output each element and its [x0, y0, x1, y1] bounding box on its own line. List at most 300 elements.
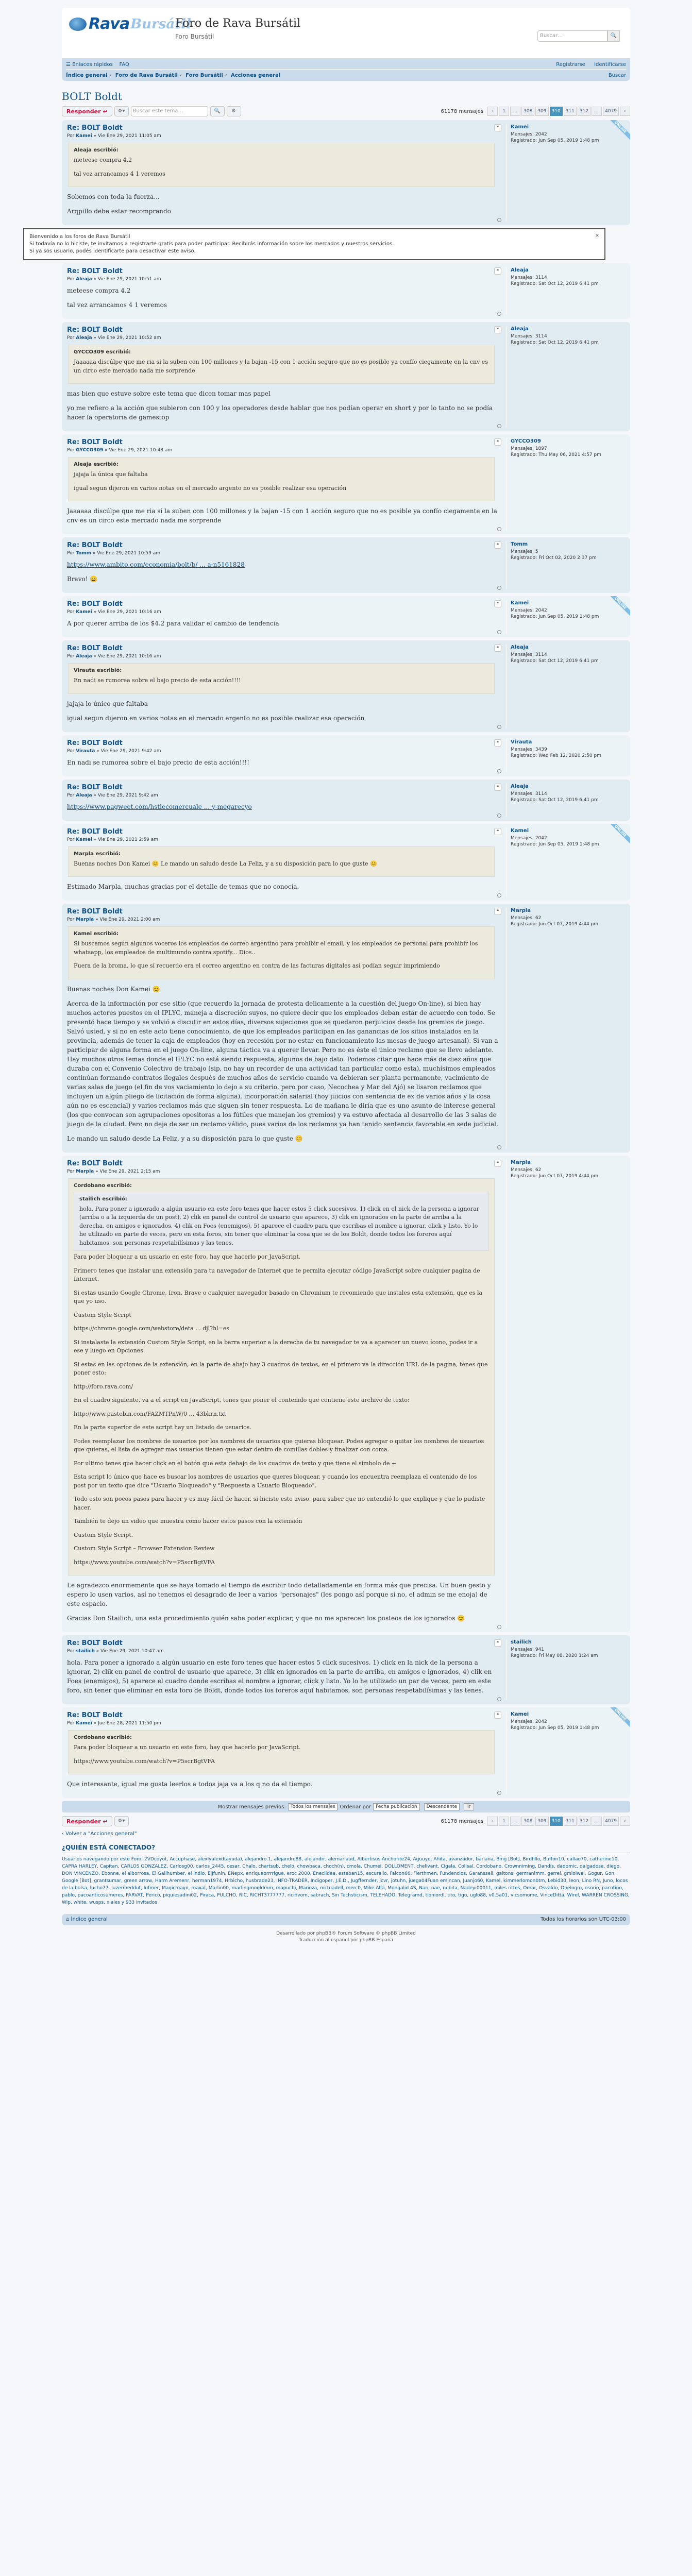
- quote-line: http://foro.rava.com/: [74, 1383, 133, 1390]
- profile-joined: Registrado: Wed Feb 12, 2020 2:50 pm: [511, 753, 601, 758]
- quote-line: Si buscamos según algunos voceros los empleados de correo argentino para prohibir el email, y los empleados de personal para prohibir los whatsapp, los empleados de multimundo contra spotify... Dios..: [74, 940, 478, 956]
- profile-username[interactable]: Marpla: [511, 1159, 531, 1165]
- post-text: Le mando un saludo desde La Feliz, y a su disposición para lo que guste 😊: [67, 1134, 303, 1142]
- profile-post-count: Mensajes: 2042: [511, 835, 547, 841]
- copyright-line-1: Desarrollado por phpBB® Forum Software © phpBB Limited: [276, 1930, 416, 1936]
- forum-post: [62, 824, 630, 901]
- header-search: [537, 30, 620, 42]
- profile-username[interactable]: Kamei: [511, 600, 529, 606]
- page-links: [486, 1817, 630, 1826]
- sort-options: [62, 1801, 630, 1812]
- quote-icon[interactable]: ❝: [494, 1160, 501, 1167]
- post-meta: Por stailich » Vie Ene 29, 2021 10:47 am: [67, 1649, 164, 1654]
- quote-line: Por ultimo tenes que hacer click en el botón que esta debajo de los cuadros de texto y que tiene el símbolo de +: [74, 1460, 397, 1467]
- quote-line: Podes reemplazar los nombres de usuarios por los nombres de usuarios que quieras bloquear. Podes agregar o quitar los nombres de usuarios que quieras, el lista de agregar mas usuarios tienen que estar dentro de comillas dobles y finalizar con coma.: [74, 1437, 484, 1453]
- advanced-search-icon[interactable]: ⚙: [227, 106, 241, 116]
- quote-line: En la parte superior de este script hay un listado de usuarios.: [74, 1424, 251, 1431]
- post-title[interactable]: Re: BOLT Boldt: [67, 438, 123, 446]
- quote-line: Esta script lo único que hace es buscar los nombres de usuarios que queres bloquear, y cuando los encuentra reemplaza el contenido de los post por un texto que dice "Usuario Bloqueado" y "Respuesta a Usuario Bloqueado".: [74, 1473, 477, 1489]
- navbar: [62, 58, 630, 81]
- quote-line: También te dejo un video que muestra como hacer estos pasos con la extensión: [74, 1518, 302, 1524]
- post-date: Vie Ene 29, 2021 10:16 am: [98, 609, 161, 615]
- post-author[interactable]: Aleaja: [76, 335, 92, 341]
- quote-line: Jaaaaaa discúlpe que me ria si la suben con 100 millones y la bajan -15 con 1 acción seguro que no es posible ya confío ciegamente en la cnv es un circo este mercado nada me sorprende: [74, 359, 488, 374]
- post-author[interactable]: Kamei: [76, 609, 92, 615]
- page-link[interactable]: 1: [499, 1817, 509, 1826]
- online-users-list[interactable]: Usuarios navegando por este Foro: 2VDcoyot, Accuphase, alexlyalexd(ayuda), alejandro 1, alejandro88, alejandrr, alemarlaud, Albertisus Anchorite24, Aguuyo, Ahita, avanzador, bariana, Bing [Bot], Birdfillo, Buffon10, callao70, catherine10, CAPRA HARLEY, Capitan, CARLOS GONZALEZ, Carlosg00, carlos_2445, cesar, Chalo, chartsub, chelo, chowbaca, choch(n), cmola, Chumei, DOLLOMENT, chelivant, Cigala, Colisal, Cordobano, Crownniming, Dandis, dadomic, dalgadose, diego, DON VINCENZO, Ebonne, el alborrosa, El Gallhumber, el indio, ElJfunin, ENepx, enriqueorrrrigue, eroc 2000, Eneclidea, esteban15, escurallo, Falcon66, Fierthmen, Fundencios, Garanssell, gaitons, germanimm, gerrei, gmlolwal, Gogur, Gon, Google [Bot], grantsumar, green arrow, Harm Aremenr, herman1974, Hrbicho, husbrade23, INFO-TRADER, Indigoper, J.E.D., Jugffernder, jcvr, jotuhn, juega04Fuan emincan, Juanjo60, Kamel, kimmerlomonbtm, Lebid30, leon, Lino RN, Juno, locos de la bolsa, lucho77, luzermeddut, lufmer, Magicmayn, maxal, Marlin00, marlingmogldmm, mapuchi, Marioza, mctuadell, merc0, Mike Alfa, Mongalid 4S, Nan, nae, nobita, Nadeyi00011, miles rittes, Omar, Osvaldo, Onelogro, osorio, pacotino, pablo, pacoanticosumeres, PARVAT, Perico, piquiesadini02, Piraca, PULCHO, RIC, RICHT3777777, ricinvom, sabrach, Sin Techsticism, TELEHADO, Telegramd, tioniordl, tito, tigo, uglo88, v0.5a01, vicsomome, VinceDitta, Wirel, WARREN CROSSING, Wip, white, wusps, xiales y 933 invitados: [62, 1857, 630, 1905]
- search-icon[interactable]: 🔍: [210, 106, 225, 116]
- who-is-online: [62, 1844, 630, 1907]
- post-top-icon[interactable]: [497, 586, 501, 590]
- forum-post: [62, 1635, 630, 1704]
- post-text: Acerca de la información por ese sitio (que recuerdo la jornada de protesta delicamente a la cuestión del juego On-line), si bien hay muchos actores puestos en el IPLYC, maneja a discreción suyos, no quiere decir que los empleados deban estar de acuerdo con todo. Se presentó hace tiempo y se volvió a discutir en estos días, diversos sujeciones que se quedaron perjuicios desde los gremios de juego. Salvó usted, y si no en este acto tiene conocimiento, de que los empleados participan en las ganancias de los sitios instalados en la provincia, además de tener la caja de empleados (hoy en recesión por no estar en funcionamiento las mesas de juego artesanal). Si van a participar de alguna forma en el juego On-line, alguna táctica va a querer llevar. Pero no es éste el único reclamo que se llevo adelante. Hay muchos otros temas donde el IPLYC no está siendo respuesta, algunos de bajo dato. Podemos citar que hace más de diez años que duraba con el Convenio Colectivo de trabajo (sip, no hay un recorder de una actividad tan particular como esta), muchísimos empleados continúan formando contratos ilegales después de muchos años de servicio cuando va debieran ser planta permanente, vacimiento de varias salas de juego (el fin de vos vaciamiento lo dejo a su criterio, pero por caso, Necochea y Mar del Ajó) se lisaron reclamos que incluyen un algún pliego de licitación de forma alguna), incorporación salarial (hoy juicios con sentencia de ex de varios años y la cosa aún no es escencial) y varios reclamos más que siguen sin tener respuesta. Lo de mañana le diría que es uno asunto de interese general (los que convocan son agrupaciones opositoras a los fútiles que manejan los gremios) y va estuvo afectada al desarrollo de las 3 salas de juego de la ciudad. Pero no deja de ser un reclamo válido, pues varios de los reclamos ya han tenido sentencia favorable en sede judicial.: [67, 999, 498, 1128]
- return-link[interactable]: ‹ Volver a "Acciones general": [62, 1831, 137, 1837]
- post-date: Vie Ene 29, 2021 10:59 am: [97, 551, 160, 556]
- post-top-icon[interactable]: [497, 1145, 501, 1149]
- quote-line: Fuera de la broma, lo que sí recuerdo era el correo argentino en contra de las facturas digitales así podían seguir imprimiendo: [74, 962, 440, 969]
- post-top-icon[interactable]: [497, 725, 501, 729]
- profile-post-count: Mensajes: 2042: [511, 1719, 547, 1724]
- online-badge: ONLINE: [606, 824, 630, 848]
- footer-timezone: Todos los horarios son UTC-03:00: [541, 1917, 626, 1923]
- post-list: [29, 120, 630, 1798]
- online-badge: ONLINE: [606, 1707, 630, 1731]
- order-label: Ordenar por: [340, 1804, 372, 1810]
- show-select[interactable]: Todos los mensajes: [288, 1803, 338, 1810]
- page-link[interactable]: 310: [550, 1817, 563, 1826]
- page-link[interactable]: 309: [535, 107, 548, 116]
- quote-icon[interactable]: ❝: [494, 541, 501, 549]
- post-title[interactable]: Re: BOLT Boldt: [67, 1639, 123, 1647]
- post-text: Jaaaaaa discúlpe que me ria si la suben con 100 millones y la bajan -15 con 1 acción seguro que no es posible ya confío ciegamente en la cnv es un circo este mercado nada me sorprende: [67, 507, 497, 524]
- nested-quote-author: stailich escribió:: [79, 1196, 127, 1202]
- crumb-acciones[interactable]: Acciones general: [230, 72, 281, 78]
- quote-icon[interactable]: ❝: [494, 600, 501, 607]
- page-link[interactable]: 312: [578, 107, 590, 116]
- page-link[interactable]: ...: [592, 1817, 602, 1826]
- login-link[interactable]: Identificarse: [594, 62, 626, 67]
- quote-icon[interactable]: ❝: [494, 828, 501, 835]
- profile-post-count: Mensajes: 1897: [511, 446, 547, 451]
- post-count: 61178 mensajes: [441, 108, 484, 114]
- post-meta: Por Kamei » Jue Ene 28, 2021 11:50 pm: [67, 1721, 161, 1726]
- profile-joined: Registrado: Jun Oct 07, 2019 4:44 pm: [511, 922, 598, 927]
- quote-line: tal vez arrancamos 4 1 veremos: [74, 170, 165, 177]
- post-text: Estimado Marpla, muchas gracias por el detalle de temas que no conocía.: [67, 883, 299, 890]
- go-button[interactable]: Ir: [464, 1803, 474, 1810]
- quote-icon[interactable]: ❝: [494, 739, 501, 747]
- post-author[interactable]: Aleaja: [76, 792, 92, 798]
- profile-username[interactable]: Aleaja: [511, 267, 529, 273]
- page-link[interactable]: ...: [510, 107, 520, 116]
- post-date: Vie Ene 29, 2021 2:00 am: [99, 917, 160, 922]
- who-is-online-title: ¿QUIÉN ESTÁ CONECTADO?: [62, 1844, 630, 1853]
- post-top-icon[interactable]: [497, 769, 501, 773]
- post-date: Vie Ene 29, 2021 9:42 am: [100, 748, 161, 754]
- post-top-icon[interactable]: [497, 630, 501, 634]
- profile-joined: Registrado: Jun Sep 05, 2019 1:48 pm: [511, 1725, 599, 1731]
- nested-quote: [74, 1192, 489, 1251]
- post-text: mas bien que estuve sobre este tema que dicen tomar mas papel: [67, 390, 271, 397]
- post-meta: Por Aleaja » Vie Ene 29, 2021 10:51 am: [67, 277, 161, 282]
- post-meta: Por Aleaja » Vie Ene 29, 2021 10:16 am: [67, 654, 161, 659]
- post-meta: Por Virauta » Vie Ene 29, 2021 9:42 am: [67, 748, 161, 754]
- post-title[interactable]: Re: BOLT Boldt: [67, 326, 123, 334]
- quote-icon[interactable]: ❝: [494, 267, 501, 275]
- crumb-forum[interactable]: Foro de Rava Bursátil: [115, 72, 178, 78]
- quote-block: [68, 1730, 495, 1774]
- forum-post: [62, 1156, 630, 1633]
- topic-search-input[interactable]: Buscar este tema…: [131, 106, 208, 116]
- quote-block: [68, 345, 495, 384]
- wrench-icon[interactable]: ⚙▾: [114, 106, 129, 116]
- post-profile: [506, 645, 625, 728]
- post-date: Vie Ene 29, 2021 9:42 am: [97, 792, 158, 798]
- profile-username[interactable]: Kamei: [511, 827, 529, 834]
- post-profile: [506, 784, 625, 817]
- post-text: Arqpillo debe estar recomprando: [67, 208, 171, 215]
- post-date: Vie Ene 29, 2021 10:52 am: [97, 335, 161, 341]
- online-badge: ONLINE: [606, 596, 630, 620]
- profile-username[interactable]: Kamei: [511, 1711, 529, 1717]
- post-date: Vie Ene 29, 2021 2:59 am: [98, 837, 158, 842]
- post-profile: [506, 541, 625, 589]
- profile-joined: Registrado: Thu May 06, 2021 4:57 pm: [511, 452, 601, 457]
- post-meta: Por Aleaja » Vie Ene 29, 2021 10:52 am: [67, 335, 161, 341]
- post-content: [67, 560, 500, 584]
- forum-post: [62, 322, 630, 431]
- post-author[interactable]: Kamei: [76, 133, 92, 139]
- reply-button-bottom[interactable]: Responder ↩: [62, 1816, 112, 1826]
- post-author[interactable]: Virauta: [76, 748, 95, 754]
- post-content: [67, 663, 500, 723]
- post-title[interactable]: Re: BOLT Boldt: [67, 739, 123, 747]
- show-label: Mostrar mensajes previos:: [217, 1804, 286, 1810]
- post-text: Le agradezco enormemente que se haya tomado el tiempo de escribir todo detalladamente en forma más que precisa. Un buen gesto y espero lo usen varios, así no tenemos el desagrado de leer a varios "personajes" (les pongo así porque sí no, el admin se me enoja) de este espacio.: [67, 1582, 491, 1607]
- post-meta: Por Kamei » Vie Ene 29, 2021 11:05 am: [67, 133, 161, 139]
- quote-author: Cordobano escribió:: [74, 1182, 132, 1189]
- quote-icon[interactable]: ❝: [494, 1711, 501, 1719]
- post-title[interactable]: Re: BOLT Boldt: [67, 124, 123, 132]
- profile-joined: Registrado: Jun Oct 07, 2019 4:44 pm: [511, 1173, 598, 1179]
- quote-line: igual segun dijeron en varios notas en el mercado argento no es posible realizar esa operación: [74, 484, 347, 492]
- post-content: [67, 345, 500, 422]
- post-content: [67, 802, 500, 811]
- post-meta: Por GYCCO309 » Vie Ene 29, 2021 10:48 am: [67, 448, 173, 453]
- post-title[interactable]: Re: BOLT Boldt: [67, 541, 123, 549]
- profile-username[interactable]: stailich: [511, 1639, 532, 1645]
- post-title[interactable]: Re: BOLT Boldt: [67, 645, 123, 652]
- profile-username[interactable]: Virauta: [511, 739, 532, 745]
- page-link[interactable]: 1: [499, 107, 509, 116]
- quote-line: Todo esto son pocos pasos para hacer y es muy fácil de hacer, si hiciste este aviso, para saber que no entendió lo que explique y que lo pudiste hacer.: [74, 1496, 485, 1511]
- profile-joined: Registrado: Sat Oct 12, 2019 6:41 pm: [511, 658, 599, 664]
- page-link[interactable]: 308: [521, 107, 534, 116]
- site-header: [62, 8, 630, 58]
- footer-index-link[interactable]: ⌂ Índice general: [66, 1917, 108, 1923]
- quote-line: En el cuadro siguiente, va a el script en JavaScript, tenes que poner el contenido que contiene este archivo de texto:: [74, 1397, 410, 1403]
- page-link[interactable]: ...: [592, 107, 602, 116]
- breadcrumb: Índice general ‹ Foro de Rava Bursátil ‹ Foro Bursátil ‹ Acciones general: [66, 72, 281, 78]
- pagination-top: [441, 107, 630, 116]
- post-author[interactable]: Kamei: [76, 837, 92, 842]
- quote-line: Custom Style Script.: [74, 1531, 133, 1538]
- action-bar-bottom: [62, 1816, 630, 1827]
- post-top-icon[interactable]: [497, 218, 501, 222]
- topic-title[interactable]: BOLT Boldt: [62, 90, 122, 103]
- post-author[interactable]: Kamei: [76, 1721, 92, 1726]
- forum-post: [62, 1707, 630, 1798]
- forum-post: [62, 120, 630, 225]
- post-profile: [506, 438, 625, 530]
- post-profile: [506, 326, 625, 427]
- quote-line: Para poder bloquear a un usuario en este foro, hay que hacerlo por JavaScript.: [74, 1253, 301, 1260]
- profile-joined: Registrado: Jun Sep 05, 2019 1:48 pm: [511, 614, 599, 619]
- profile-post-count: Mensajes: 941: [511, 1647, 545, 1652]
- post-top-icon[interactable]: [497, 312, 501, 316]
- copyright: [62, 1925, 630, 1951]
- post-top-icon[interactable]: [497, 527, 501, 531]
- post-date: Vie Ene 29, 2021 10:47 am: [100, 1649, 164, 1654]
- post-author[interactable]: GYCCO309: [76, 448, 104, 453]
- page-link[interactable]: 311: [564, 107, 577, 116]
- post-top-icon[interactable]: [497, 814, 501, 818]
- footer-bar: [62, 1914, 630, 1925]
- quote-line: Custom Style Script – Browser Extension Review: [74, 1545, 215, 1552]
- post-text: Que interesante, igual me gusta leerlos a todos jaja va a los q no da el tiempo.: [67, 1781, 313, 1788]
- profile-username[interactable]: Marpla: [511, 908, 531, 913]
- quote-icon[interactable]: ❝: [494, 784, 501, 791]
- post-content: [67, 1178, 500, 1623]
- post-content: [67, 1658, 500, 1695]
- post-text: yo me refiero a la acción que subieron con 100 y los operadores desde hablar que nos podían operar en short y por lo tanto no se podía hacer la operatoria de gamestop: [67, 404, 493, 421]
- page-link[interactable]: ›: [620, 107, 630, 116]
- register-link[interactable]: Registrarse: [556, 62, 585, 67]
- post-text: hola. Para poner a ignorado a algún usuario en este foro tenes que hacer estos 5 click sucesivos. 1) click en la nick de la persona a ignorar, 2) clik en panel de control de usuario que aparece, 3) clik en ignorados en la parte de arriba, en amigos e ignorados, 4) clik en Foes (enemigos), 5) aparece el cuadro donde escribas el nombre a ignorar, click y listo. Yo lo he utilizado un par de veces, pero en este foro, sin tener que eliminar en esta foro de Boldt, donde todos los foreros aquí habitamos, son personas respetabilísimas y las tenes.: [67, 1659, 492, 1694]
- pagination-bottom: [441, 1817, 630, 1826]
- quote-line: Si estas usando Google Chrome, Iron, Brave o cualquier navegador basado en Chromium te recomiendo que instales esta extensión, que es la que yo uso.: [74, 1289, 483, 1304]
- quote-line: meteese compra 4.2: [74, 157, 132, 163]
- notice-line-1: Bienvenido a los foros de Rava Bursátil: [29, 234, 130, 240]
- profile-username[interactable]: Aleaja: [511, 783, 529, 789]
- profile-username[interactable]: Aleaja: [511, 326, 529, 332]
- page-links: [486, 107, 630, 116]
- wrench-icon[interactable]: ⚙▾: [114, 1816, 129, 1826]
- post-title[interactable]: Re: BOLT Boldt: [67, 1159, 123, 1167]
- post-content: [67, 143, 500, 216]
- direction-select[interactable]: Descendente: [424, 1803, 460, 1810]
- post-link[interactable]: https://www.ambito.com/economia/bolt/b/ ... a-n5161828: [67, 561, 245, 568]
- quote-block: [68, 457, 495, 501]
- quote-icon[interactable]: ❝: [494, 1639, 501, 1647]
- profile-username[interactable]: Kamei: [511, 124, 529, 130]
- reply-button[interactable]: Responder ↩: [62, 106, 112, 116]
- profile-joined: Registrado: Sat Oct 12, 2019 6:41 pm: [511, 797, 599, 803]
- quote-icon[interactable]: ❝: [494, 438, 501, 446]
- crumb-index[interactable]: Índice general: [66, 72, 108, 78]
- post-meta: Por Marpla » Vie Ene 29, 2021 2:15 am: [67, 1168, 160, 1174]
- post-author[interactable]: Marpla: [76, 917, 94, 922]
- profile-post-count: Mensajes: 62: [511, 1167, 542, 1173]
- post-text: Bravo! 😄: [67, 575, 98, 583]
- post-text: Gracias Don Stailich, una esta procedimiento quién sabe poder explicar, y que no me aparecen los posteos de los ignorados 😊: [67, 1615, 465, 1622]
- profile-joined: Registrado: Fri May 08, 2020 1:24 am: [511, 1653, 598, 1658]
- post-content: [67, 619, 500, 628]
- post-content: [67, 1730, 500, 1789]
- logo-rava: Rava: [89, 15, 130, 33]
- page-link[interactable]: 312: [578, 1817, 590, 1826]
- post-title[interactable]: Re: BOLT Boldt: [67, 600, 123, 608]
- profile-post-count: Mensajes: 62: [511, 916, 542, 921]
- page-link[interactable]: 308: [521, 1817, 534, 1826]
- profile-joined: Registrado: Sat Oct 12, 2019 6:41 pm: [511, 340, 599, 345]
- profile-joined: Registrado: Sat Oct 12, 2019 6:41 pm: [511, 281, 599, 286]
- page-link[interactable]: 309: [535, 1817, 548, 1826]
- crumb-bursatil[interactable]: Foro Bursátil: [185, 72, 223, 78]
- profile-post-count: Mensajes: 3114: [511, 275, 547, 280]
- page-link[interactable]: 4079: [603, 1817, 619, 1826]
- post-text: tal vez arrancamos 4 1 veremos: [67, 301, 167, 309]
- post-content: [67, 846, 500, 892]
- post-author[interactable]: Tomm: [76, 551, 92, 556]
- post-text: Sobemos con toda la fuerza...: [67, 193, 160, 200]
- page-link[interactable]: ›: [620, 1817, 630, 1826]
- post-author[interactable]: Aleaja: [76, 654, 92, 659]
- header-search-input[interactable]: Buscar…: [537, 30, 607, 42]
- search-icon[interactable]: 🔍: [607, 30, 620, 42]
- post-title[interactable]: Re: BOLT Boldt: [67, 783, 123, 791]
- post-title[interactable]: Re: BOLT Boldt: [67, 827, 123, 836]
- quick-links-menu[interactable]: ☰ Enlaces rápidos: [66, 62, 113, 67]
- post-text: jajaja lo único que faltaba: [67, 700, 148, 707]
- navbar-search-link[interactable]: Buscar: [608, 72, 626, 78]
- quote-line: Buenas noches Don Kamei 😊 Le mando un saludo desde La Feliz, y a su disposición para lo que guste 😊: [74, 860, 377, 867]
- post-title[interactable]: Re: BOLT Boldt: [67, 908, 123, 916]
- post-profile: [506, 267, 625, 315]
- post-meta: Por Tomm » Vie Ene 29, 2021 10:59 am: [67, 551, 160, 556]
- post-text: En nadi se rumorea sobre el bajo precio de esta acción!!!!: [67, 758, 249, 766]
- profile-username[interactable]: Tomm: [511, 541, 528, 547]
- quote-line: Custom Style Script: [74, 1311, 131, 1318]
- logo-bursatil: Bursátil: [130, 16, 191, 32]
- quote-author: Kamei escribió:: [74, 931, 119, 937]
- quote-author: Aleaja escribió:: [74, 147, 119, 153]
- quote-author: Cordobano escribió:: [74, 1735, 132, 1740]
- quote-line: https://chrome.google.com/webstore/deta ... djl?hl=es: [74, 1325, 230, 1332]
- site-logo[interactable]: [69, 15, 191, 33]
- profile-post-count: Mensajes: 3114: [511, 652, 547, 657]
- post-date: Jue Ene 28, 2021 11:50 pm: [98, 1721, 161, 1726]
- quote-icon[interactable]: ❝: [494, 908, 501, 915]
- quote-icon[interactable]: ❝: [494, 124, 501, 131]
- post-content: [67, 457, 500, 525]
- post-link[interactable]: https://www.pagweet.com/hstlecomercuale ... y-megarecyo: [67, 803, 252, 810]
- quote-icon[interactable]: ❝: [494, 645, 501, 652]
- quote-line: Si instalaste la extensión Custom Style Script, en la barra superior a la derecha de tu navegador te va a aparecer un nuevo ícono, podes ir a ese y luego en Opciones.: [74, 1338, 478, 1354]
- post-top-icon[interactable]: [497, 1697, 501, 1701]
- profile-username[interactable]: GYCCO309: [511, 438, 541, 444]
- quote-line: https://www.youtube.com/watch?v=P5scrBgtVFA: [74, 1757, 215, 1765]
- post-top-icon[interactable]: [497, 424, 501, 428]
- post-top-icon[interactable]: [497, 893, 501, 897]
- profile-post-count: Mensajes: 5: [511, 549, 538, 554]
- post-date: Vie Ene 29, 2021 11:05 am: [98, 133, 161, 139]
- post-date: Vie Ene 29, 2021 10:48 am: [109, 448, 173, 453]
- post-title[interactable]: Re: BOLT Boldt: [67, 267, 123, 275]
- close-icon[interactable]: ×: [595, 233, 599, 239]
- post-author[interactable]: Marpla: [76, 1168, 94, 1174]
- site-subtitle: Foro Bursátil: [175, 33, 214, 40]
- quote-author: Marpla escribió:: [74, 851, 121, 857]
- post-text: A por querer arriba de los $4.2 para validar el cambio de tendencia: [67, 620, 279, 627]
- page-link[interactable]: ‹: [487, 1817, 498, 1826]
- profile-username[interactable]: Aleaja: [511, 645, 529, 650]
- forum-post: [62, 640, 630, 732]
- page-link[interactable]: 4079: [603, 107, 619, 116]
- profile-post-count: Mensajes: 3114: [511, 791, 547, 796]
- post-author[interactable]: Aleaja: [76, 277, 92, 282]
- post-date: Vie Ene 29, 2021 10:16 am: [97, 654, 161, 659]
- forum-post: [62, 779, 630, 821]
- quote-author: Virauta escribió:: [74, 668, 122, 673]
- site-title: Foro de Rava Bursátil: [175, 17, 301, 30]
- post-content: [67, 286, 500, 310]
- post-date: Vie Ene 29, 2021 10:51 am: [97, 277, 161, 282]
- post-meta: Por Kamei » Vie Ene 29, 2021 2:59 am: [67, 837, 158, 842]
- post-content: [67, 926, 500, 1143]
- quote-author: GYCCO309 escribió:: [74, 349, 131, 355]
- quote-block: [68, 846, 495, 877]
- quote-icon[interactable]: ❝: [494, 326, 501, 333]
- forum-post: [62, 263, 630, 319]
- forum-post: [62, 537, 630, 593]
- post-top-icon[interactable]: [497, 1791, 501, 1795]
- post-top-icon[interactable]: [497, 1625, 501, 1629]
- online-badge: ONLINE: [606, 120, 630, 144]
- quote-block: [68, 143, 495, 187]
- page-link[interactable]: ...: [510, 1817, 520, 1826]
- page-link[interactable]: ‹: [487, 107, 498, 116]
- quote-line: https://www.youtube.com/watch?v=P5scrBgtVFA: [74, 1558, 215, 1566]
- notice-line-3: Si ya sos usuario, podés identificarte para desactivar este aviso.: [29, 248, 196, 254]
- forum-post: [62, 434, 630, 534]
- quote-block: [68, 663, 495, 694]
- order-select[interactable]: Fecha publicación: [373, 1803, 420, 1810]
- post-title[interactable]: Re: BOLT Boldt: [67, 1711, 123, 1719]
- post-profile: [506, 1160, 625, 1629]
- action-bar-top: [62, 106, 630, 117]
- profile-post-count: Mensajes: 2042: [511, 608, 547, 613]
- post-profile: [506, 1639, 625, 1700]
- post-profile: [506, 908, 625, 1148]
- post-meta: Por Kamei » Vie Ene 29, 2021 10:16 am: [67, 609, 161, 615]
- quote-line: Primero tenes que instalar una extensión para tu navegador de Internet que te permita ejecutar código JavaScript sobre cualquier pagina de Internet.: [74, 1267, 480, 1282]
- post-meta: Por Marpla » Vie Ene 29, 2021 2:00 am: [67, 917, 160, 922]
- quote-author: Aleaja escribió:: [74, 462, 119, 467]
- page-link[interactable]: 311: [564, 1817, 577, 1826]
- post-date: Vie Ene 29, 2021 2:15 am: [99, 1168, 160, 1174]
- forum-post: [62, 596, 630, 637]
- post-count-bottom: 61178 mensajes: [441, 1818, 484, 1824]
- copyright-line-2: Traducción al español por phpBB España: [298, 1938, 394, 1943]
- page-link[interactable]: 310: [550, 107, 563, 116]
- faq-link[interactable]: FAQ: [119, 62, 129, 67]
- post-text: meteese compra 4.2: [67, 287, 131, 294]
- profile-post-count: Mensajes: 2042: [511, 132, 547, 137]
- post-meta: Por Aleaja » Vie Ene 29, 2021 9:42 am: [67, 792, 158, 798]
- profile-joined: Registrado: Jun Sep 05, 2019 1:48 pm: [511, 138, 599, 143]
- post-author[interactable]: stailich: [76, 1649, 95, 1654]
